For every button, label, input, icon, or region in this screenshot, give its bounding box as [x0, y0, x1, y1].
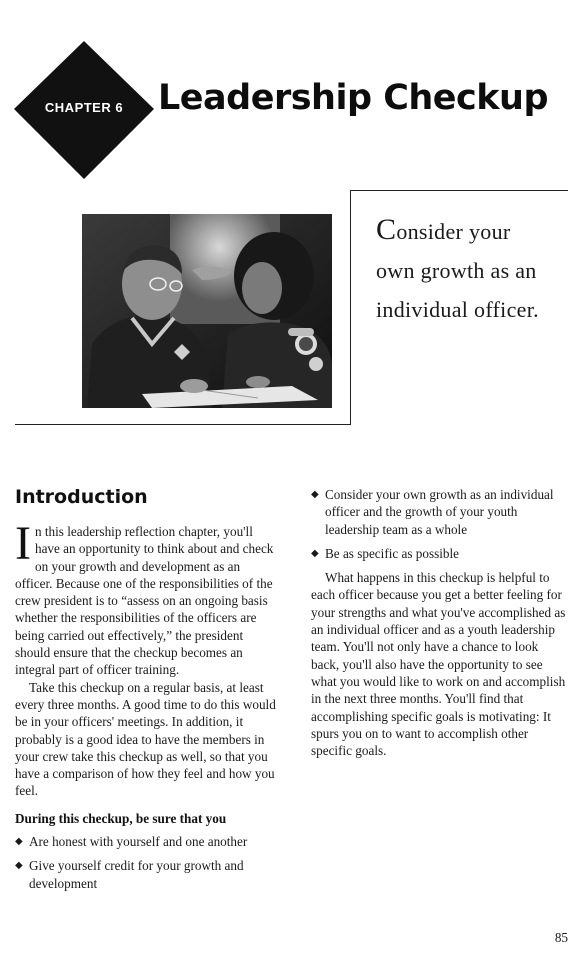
frame-rule-top [350, 190, 568, 191]
list-item-text: Be as specific as possible [325, 545, 460, 561]
list-item-text: Are honest with yourself and one another [29, 834, 248, 850]
intro-paragraph-3: What happens in this checkup is helpful to each officer because you get a better feeling for your strengths and what you've accomplished as an individual officer and as a youth leadership team. You'll not only have a chance to look back, you'll also have the opportunity to see what you would like to work on and accomplish in the next three months. You'll find that accomplishing specific goals is motivating: It spurs you on to want to accomplish other specific goals. [311, 570, 566, 759]
checkup-list-left [15, 833, 277, 892]
chapter-title: Leadership Checkup [158, 78, 549, 118]
pull-quote-initial: C [376, 213, 397, 246]
diamond-bullet-icon: ◆ [15, 860, 23, 872]
intro-paragraph-1 [15, 517, 277, 679]
checkup-subheading: During this checkup, be sure that you [15, 810, 227, 826]
introduction-heading: Introduction [15, 486, 148, 508]
frame-rule-vertical [350, 190, 351, 424]
officers-photo [82, 214, 332, 408]
pull-quote-line-2: own growth as an [376, 258, 537, 283]
pull-quote-line-1: onsider your [396, 219, 511, 244]
chapter-label: CHAPTER 6 [44, 100, 124, 115]
frame-rule-bottom [15, 424, 351, 425]
diamond-bullet-icon: ◆ [311, 489, 319, 500]
chapter-badge [14, 41, 154, 181]
intro-paragraph-2: Take this checkup on a regular basis, at least every three months. A good time to do this would be in your officers' meetings. In addition, it probably is a good idea to have the members in your crew take this checkup as well, so that you have a comparison of how they feel and how you feel. [15, 679, 276, 799]
list-item-text: Consider your own growth as an individual officer and the growth of your youth leadership team as a whole [325, 487, 554, 537]
checkup-list-right [311, 486, 566, 562]
intro-paragraph-1-text: n this leadership reflection chapter, you'll have an opportunity to think about and check on your growth and development as an officer. Because one of the responsibilities of the crew president is to “assess on an ongoing basis whether the responsibilities of the officers are being carried out effectively,” the president should ensure that the checkup becomes an integral part of officer training. [15, 524, 274, 678]
diamond-bullet-icon: ◆ [311, 547, 319, 559]
list-item [15, 833, 277, 850]
drop-cap: I [15, 517, 31, 570]
photo-illustration [82, 214, 332, 408]
pull-quote-line-3: individual officer. [376, 297, 539, 322]
list-item [15, 857, 277, 892]
column-right [311, 486, 566, 759]
list-item [311, 486, 566, 538]
pull-quote [376, 210, 568, 329]
list-item [311, 545, 566, 562]
diamond-bullet-icon: ◆ [15, 836, 23, 848]
list-item-text: Give yourself credit for your growth and development [29, 858, 244, 891]
page-number: 85 [554, 930, 568, 945]
column-left [15, 486, 277, 899]
